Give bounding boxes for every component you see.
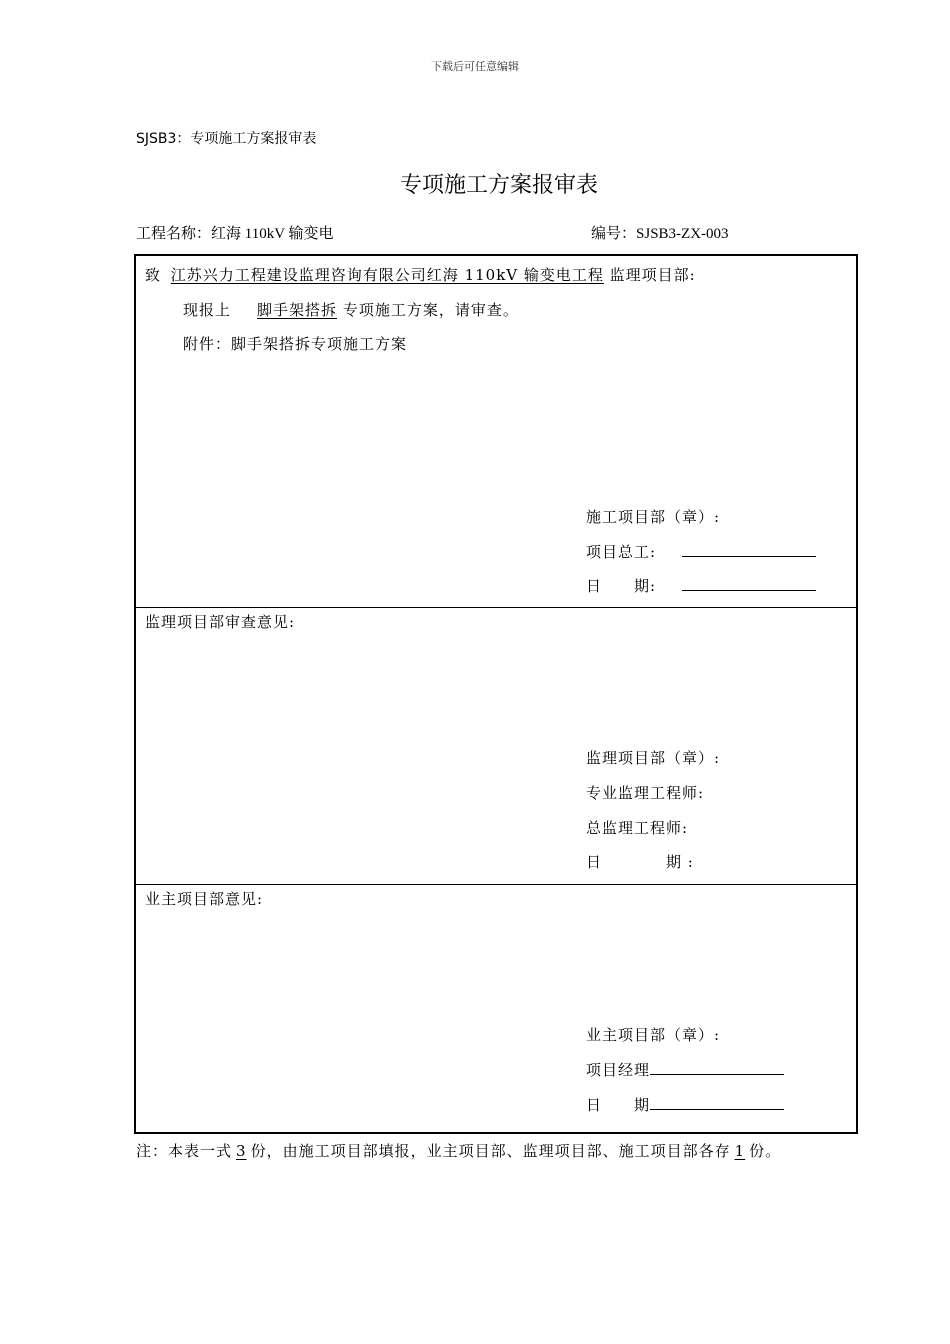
report-item: 脚手架搭拆 xyxy=(257,301,338,319)
chief-engineer-label: 项目总工: xyxy=(586,543,657,561)
report-line xyxy=(183,299,519,320)
construction-date-blank[interactable] xyxy=(682,576,816,591)
review-form-table xyxy=(134,254,858,1134)
page-title: 专项施工方案报审表 xyxy=(399,173,598,198)
addressee: 江苏兴力工程建设监理咨询有限公司红海 110kV 输变电工程 xyxy=(170,266,604,284)
document-number xyxy=(591,222,729,243)
chief-engineer-line xyxy=(586,541,816,562)
footer-part1: 注：本表一式 xyxy=(136,1142,233,1160)
download-note: 下载后可任意编辑 xyxy=(431,60,519,73)
project-name xyxy=(136,222,334,243)
project-name-value: 红海 110kV 输变电 xyxy=(211,226,334,242)
project-manager-line xyxy=(586,1059,784,1080)
owner-date-label: 日 期 xyxy=(586,1096,651,1114)
supervision-date-label: 日 期 : xyxy=(586,853,694,871)
chief-engineer-blank[interactable] xyxy=(682,542,816,557)
construction-submission-section xyxy=(136,256,856,608)
project-manager-blank[interactable] xyxy=(650,1060,784,1075)
owner-opinion-section xyxy=(136,885,856,1132)
footer-part3: 份。 xyxy=(749,1142,782,1160)
footer-note xyxy=(136,1140,781,1161)
form-code: SJSB3：专项施工方案报审表 xyxy=(136,131,317,147)
owner-date-blank[interactable] xyxy=(650,1095,784,1110)
to-prefix: 致 xyxy=(145,266,162,284)
specialist-engineer-label: 专业监理工程师: xyxy=(586,784,705,802)
document-number-label: 编号： xyxy=(591,226,637,242)
addressee-dept: 监理项目部: xyxy=(609,266,696,284)
report-suffix: 专项施工方案，请审查。 xyxy=(342,301,519,319)
supervision-opinion-label: 监理项目部审查意见: xyxy=(145,613,296,631)
attachment-line: 附件：脚手架搭拆专项施工方案 xyxy=(183,335,408,353)
owner-date-line xyxy=(586,1094,784,1115)
each-count: 1 xyxy=(734,1142,746,1160)
construction-date-label: 日 期: xyxy=(586,577,657,595)
chief-supervisor-label: 总监理工程师: xyxy=(586,819,689,837)
owner-opinion-label: 业主项目部意见: xyxy=(145,890,264,908)
copies-count: 3 xyxy=(236,1142,247,1160)
addressee-line xyxy=(145,264,696,285)
document-number-value: SJSB3-ZX-003 xyxy=(636,226,729,242)
supervision-dept-seal: 监理项目部（章）: xyxy=(586,749,721,767)
construction-dept-seal: 施工项目部（章）: xyxy=(586,508,721,526)
owner-dept-seal: 业主项目部（章）: xyxy=(586,1026,721,1044)
project-manager-label: 项目经理 xyxy=(586,1061,651,1079)
construction-date-line xyxy=(586,575,816,596)
supervision-opinion-section xyxy=(136,608,856,885)
report-prefix: 现报上 xyxy=(183,301,232,319)
project-name-label: 工程名称： xyxy=(136,226,212,242)
footer-part2: 份，由施工项目部填报，业主项目部、监理项目部、施工项目部各存 xyxy=(250,1142,731,1160)
